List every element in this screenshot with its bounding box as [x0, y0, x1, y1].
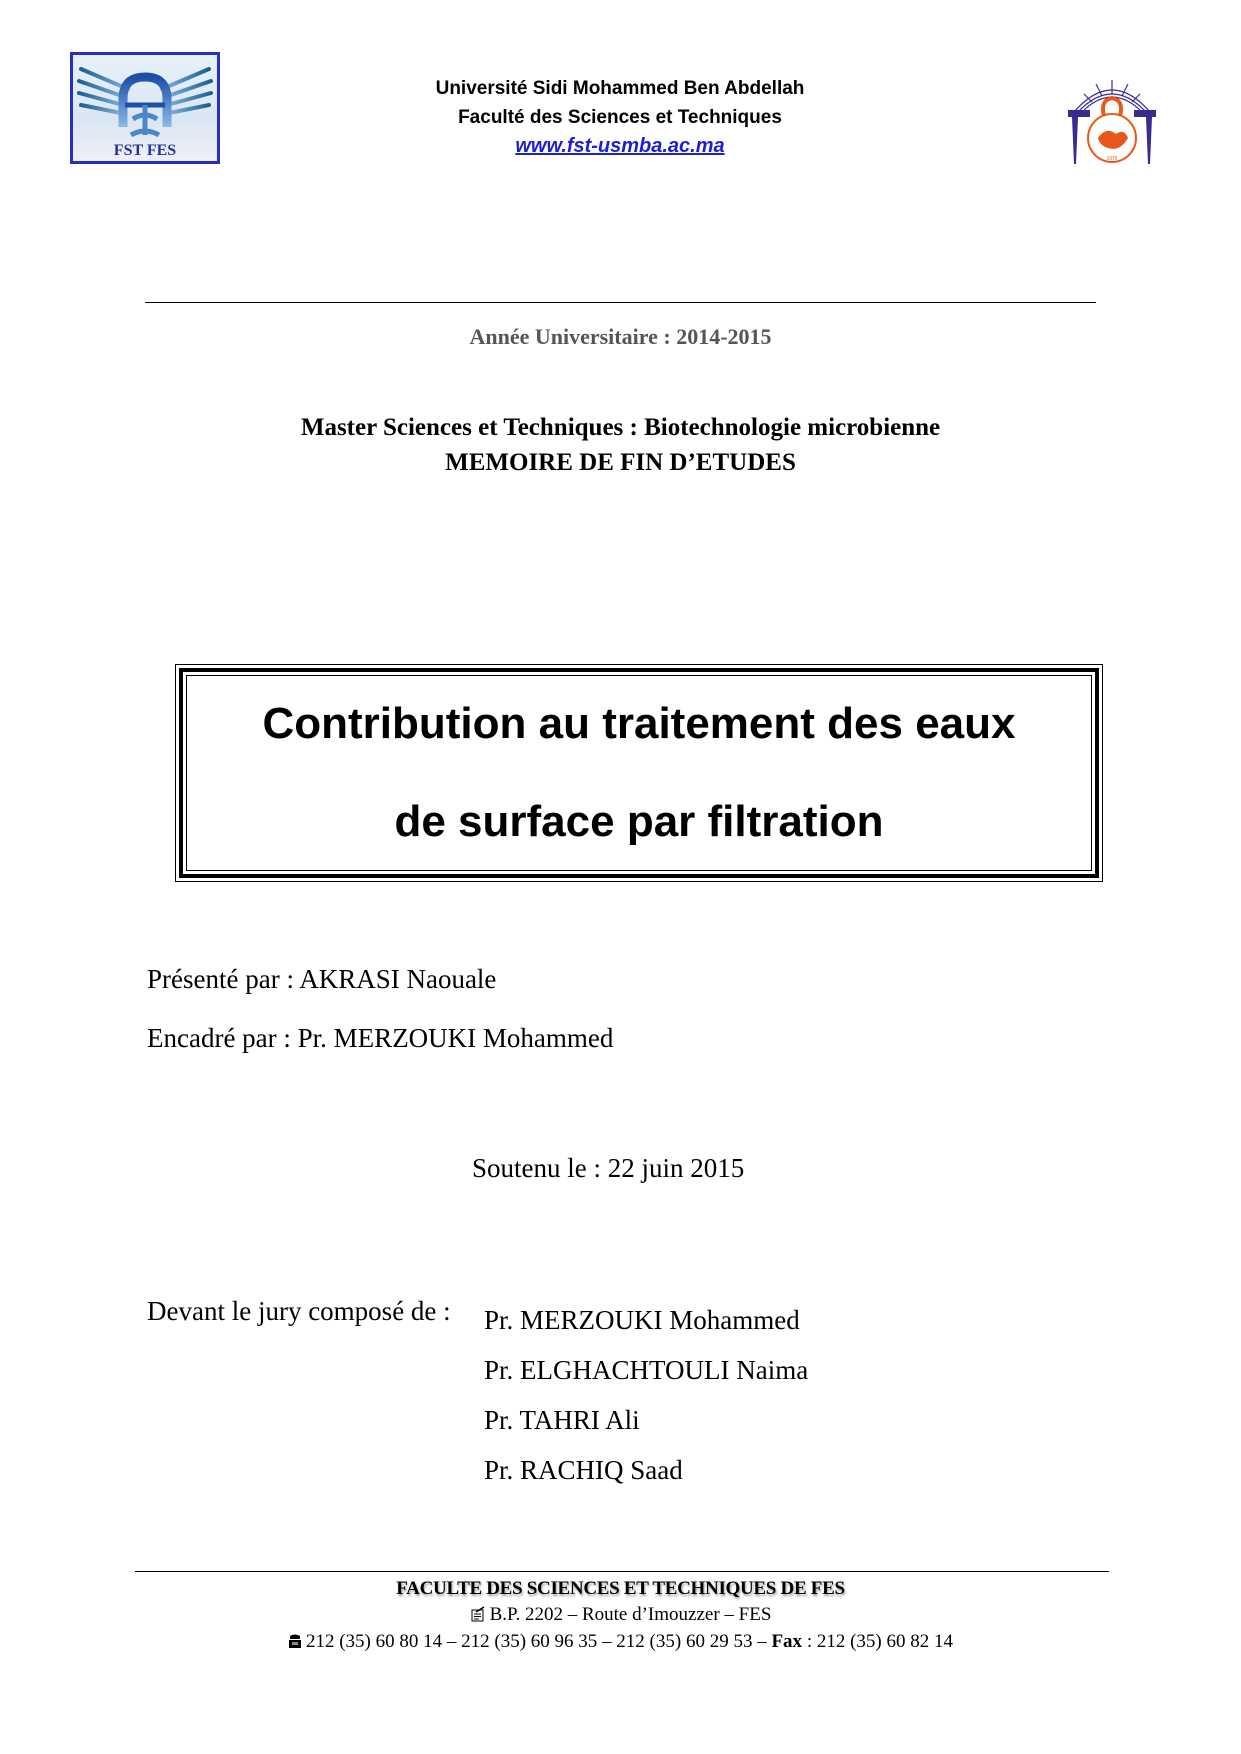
- jury-member: Pr. TAHRI Ali: [484, 1405, 640, 1435]
- document-type: MEMOIRE DE FIN D’ETUDES: [445, 449, 796, 476]
- fst-fes-logo-icon: [73, 55, 217, 161]
- jury-label: Devant le jury composé de :: [147, 1296, 451, 1326]
- phone-numbers: 212 (35) 60 80 14 – 212 (35) 60 96 35 – 212 (35) 60 29 53 –: [305, 1631, 772, 1652]
- master-program: Master Sciences et Techniques : Biotechnologie microbienne: [300, 414, 941, 441]
- usmba-emblem: [1062, 72, 1162, 172]
- program-block: [0, 410, 1241, 480]
- footer-contacts: [0, 1629, 1241, 1656]
- fst-fes-logo: [70, 52, 220, 164]
- fax-number: : 212 (35) 60 82 14: [802, 1631, 953, 1652]
- header-divider: [145, 302, 1096, 303]
- faculty-name: Faculté des Sciences et Techniques: [458, 107, 782, 128]
- fax-label: Fax: [771, 1631, 803, 1652]
- footer-divider: [135, 1571, 1109, 1572]
- svg-text:1975: 1975: [1106, 156, 1118, 162]
- footer-address: [0, 1602, 1241, 1629]
- academic-year: Année Universitaire : 2014-2015: [469, 324, 772, 349]
- presented-by: Présenté par : AKRASI Naouale: [147, 964, 497, 994]
- svg-text:FST FES: FST FES: [113, 142, 177, 159]
- jury-members: [484, 1295, 808, 1495]
- footer: [0, 1576, 1241, 1656]
- footer-institution: FACULTE DES SCIENCES ET TECHNIQUES DE FES: [396, 1578, 845, 1599]
- thesis-title-box: [175, 664, 1103, 882]
- title-box-inner: [186, 675, 1092, 871]
- telephone-icon: [288, 1631, 302, 1656]
- website-link[interactable]: www.fst-usmba.ac.ma: [515, 135, 725, 157]
- jury-member: Pr. RACHIQ Saad: [484, 1455, 683, 1485]
- jury-member: Pr. MERZOUKI Mohammed: [484, 1305, 800, 1335]
- supervised-by: Encadré par : Pr. MERZOUKI Mohammed: [147, 1023, 614, 1053]
- thesis-title-line-1: Contribution au traitement des eaux: [262, 699, 1016, 748]
- jury-member: Pr. ELGHACHTOULI Naima: [484, 1355, 809, 1385]
- university-emblem-icon: [1062, 72, 1162, 172]
- title-box-border: [179, 668, 1099, 878]
- address-text: B.P. 2202 – Route d’Imouzzer – FES: [489, 1604, 772, 1625]
- mail-letter-icon: [470, 1604, 486, 1629]
- defense-date: Soutenu le : 22 juin 2015: [472, 1153, 745, 1183]
- university-header: [300, 74, 940, 161]
- thesis-title-line-2: de surface par filtration: [394, 797, 884, 846]
- university-name: Université Sidi Mohammed Ben Abdellah: [435, 78, 805, 99]
